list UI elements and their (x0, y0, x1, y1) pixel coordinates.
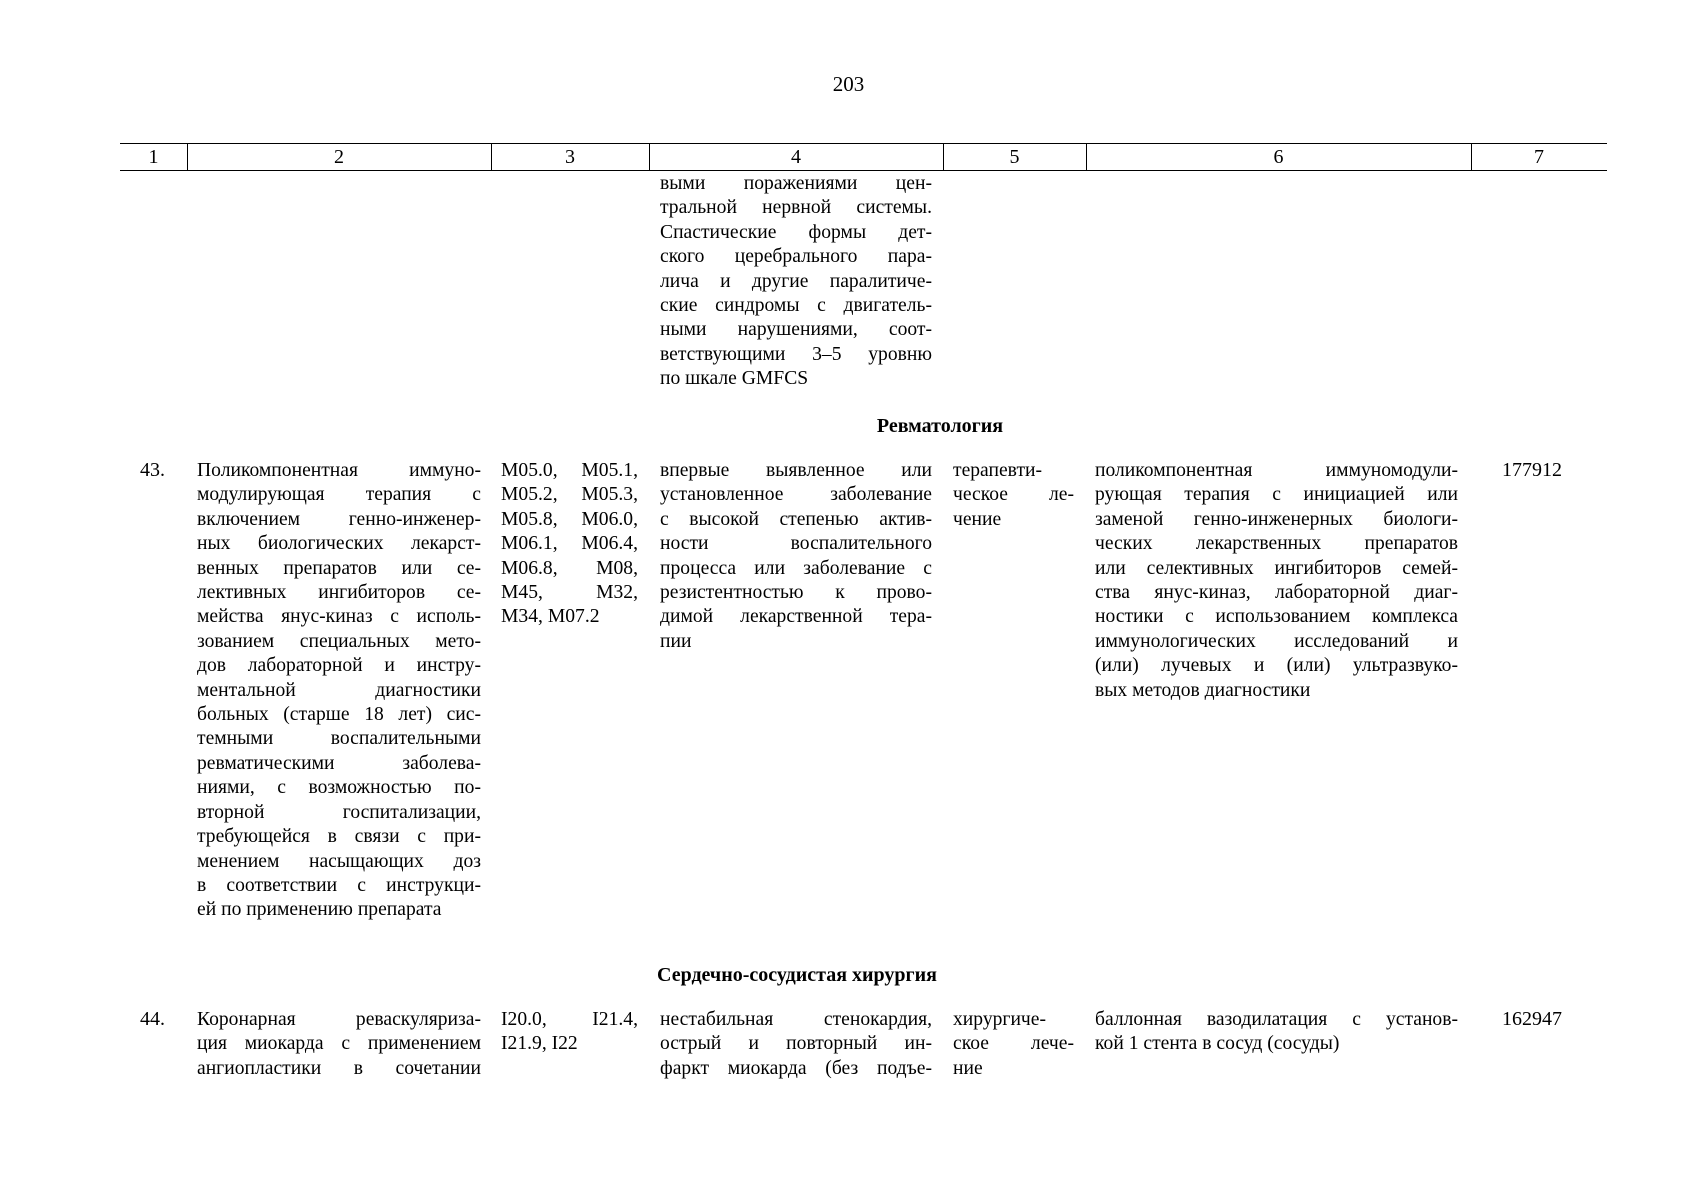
text-line: M05.8, M06.0, (501, 508, 638, 530)
row44-col2 (197, 1008, 481, 1081)
text-line: заменой генно-инженерных биологи- (1095, 508, 1458, 530)
text-line: ангиопластики в сочетании (197, 1057, 481, 1079)
text-line: I20.0, I21.4, (501, 1009, 638, 1030)
text-line: ей по применению препарата (197, 899, 442, 921)
text-line: зованием специальных мето- (197, 630, 481, 652)
text-line: венных препаратов или се- (197, 557, 481, 579)
text-line: мейства янус-киназ с исполь- (197, 606, 481, 628)
text-line: пии (660, 630, 692, 652)
row43-col4 (660, 459, 932, 654)
header-col-3: 3 (565, 146, 575, 168)
row43-col5 (953, 459, 1074, 532)
section-title: Ревматология (876, 415, 1004, 437)
text-line: модулирующая терапия с (197, 484, 481, 506)
text-line: ных биологических лекарст- (197, 533, 481, 555)
row44-col5 (953, 1008, 1074, 1081)
text-line: M06.1, M06.4, (501, 533, 638, 555)
text-line: чение (953, 508, 1002, 530)
text-line: впервые выявленное или (660, 460, 932, 481)
text-line: ского церебрального пара- (660, 246, 932, 268)
text-line: вторной госпитализации, (197, 801, 481, 823)
row-number: 43. (140, 459, 165, 481)
text-line: в соответствии с инструкци- (197, 874, 481, 896)
text-line: ными нарушениями, соот- (660, 319, 932, 341)
header-col-7: 7 (1534, 146, 1544, 168)
text-line: дов лабораторной и инстру- (197, 655, 481, 677)
text-line: фаркт миокарда (без подъе- (660, 1057, 932, 1079)
header-col-6: 6 (1273, 146, 1284, 168)
text-line: ностики с использованием комплекса (1095, 606, 1458, 628)
text-line: ские синдромы с двигатель- (660, 295, 932, 317)
row44-col4 (660, 1008, 932, 1081)
text-line: ция миокарда с применением (197, 1033, 481, 1055)
row-cost: 162947 (1502, 1008, 1562, 1030)
header-col-4: 4 (791, 146, 801, 168)
text-line: M45, M32, (501, 582, 638, 604)
text-line: или селективных ингибиторов семей- (1095, 557, 1458, 579)
text-line: нестабильная стенокардия, (660, 1009, 932, 1030)
row-number: 44. (140, 1008, 165, 1030)
header-col-2: 2 (334, 146, 344, 168)
text-line: требующейся в связи с при- (197, 826, 481, 848)
text-line: ниями, с возможностью по- (197, 777, 481, 799)
text-line: хирургиче- (953, 1009, 1047, 1030)
text-line: ности воспалительного (660, 533, 932, 555)
text-line: темными воспалительными (197, 728, 481, 750)
text-line: ментальной диагностики (197, 679, 481, 701)
text-line: (или) лучевых и (или) ультразвуко- (1095, 655, 1458, 677)
page-number: 203 (832, 72, 865, 96)
text-line: ческое ле- (953, 484, 1074, 506)
text-line: поликомпонентная иммуномодули- (1095, 460, 1458, 481)
text-line: M06.8, M08, (501, 557, 638, 579)
header-col-5: 5 (1009, 146, 1020, 168)
text-line: Коронарная реваскуляриза- (197, 1009, 481, 1030)
row44-col6 (1095, 1008, 1458, 1057)
text-line: ское лече- (953, 1033, 1074, 1055)
text-line: выми поражениями цен- (660, 173, 932, 194)
text-line: лективных ингибиторов се- (197, 582, 481, 604)
text-line: терапевти- (953, 460, 1043, 481)
text-line: установленное заболевание (660, 484, 932, 506)
text-line: M34, M07.2 (501, 606, 600, 628)
text-line: включением генно-инженер- (197, 508, 481, 530)
text-line: процесса или заболевание с (660, 557, 932, 579)
text-line: Спастические формы дет- (660, 221, 932, 243)
text-line: вых методов диагностики (1095, 679, 1311, 701)
text-line: ветствующими 3–5 уровню (660, 343, 932, 365)
table-header (120, 143, 1607, 171)
row43-col6 (1095, 459, 1458, 703)
text-line: ческих лекарственных препаратов (1095, 533, 1458, 555)
text-line: рующая терапия с инициацией или (1095, 484, 1458, 506)
text-line: по шкале GMFCS (660, 368, 809, 390)
text-line: Поликомпонентная иммуно- (197, 460, 481, 481)
row43-col3 (501, 459, 638, 630)
text-line: менением насыщающих доз (197, 850, 481, 872)
text-line: кой 1 стента в сосуд (сосуды) (1095, 1033, 1340, 1055)
text-line: I21.9, I22 (501, 1033, 578, 1055)
row44-col3 (501, 1008, 638, 1057)
text-line: ства янус-киназ, лабораторной диаг- (1095, 582, 1458, 604)
section-title: Сердечно-сосудистая хирургия (657, 964, 937, 986)
row43-col2 (197, 459, 481, 923)
row-cost: 177912 (1502, 459, 1562, 481)
text-line: больных (старше 18 лет) сис- (197, 704, 481, 726)
text-line: баллонная вазодилатация с установ- (1095, 1009, 1458, 1030)
text-line: резистентностью к прово- (660, 582, 932, 604)
text-line: тральной нервной системы. (660, 197, 932, 219)
text-line: M05.0, M05.1, (501, 460, 638, 481)
text-line: ревматическими заболева- (197, 752, 481, 774)
text-line: иммунологических исследований и (1095, 630, 1458, 652)
text-line: лича и другие паралитиче- (660, 270, 932, 292)
text-line: ние (953, 1057, 983, 1079)
text-line: димой лекарственной тера- (660, 606, 932, 628)
continuation-col4 (660, 172, 932, 392)
text-line: острый и повторный ин- (660, 1033, 932, 1055)
text-line: с высокой степенью актив- (660, 508, 932, 530)
header-col-1: 1 (148, 146, 159, 168)
text-line: M05.2, M05.3, (501, 484, 638, 506)
